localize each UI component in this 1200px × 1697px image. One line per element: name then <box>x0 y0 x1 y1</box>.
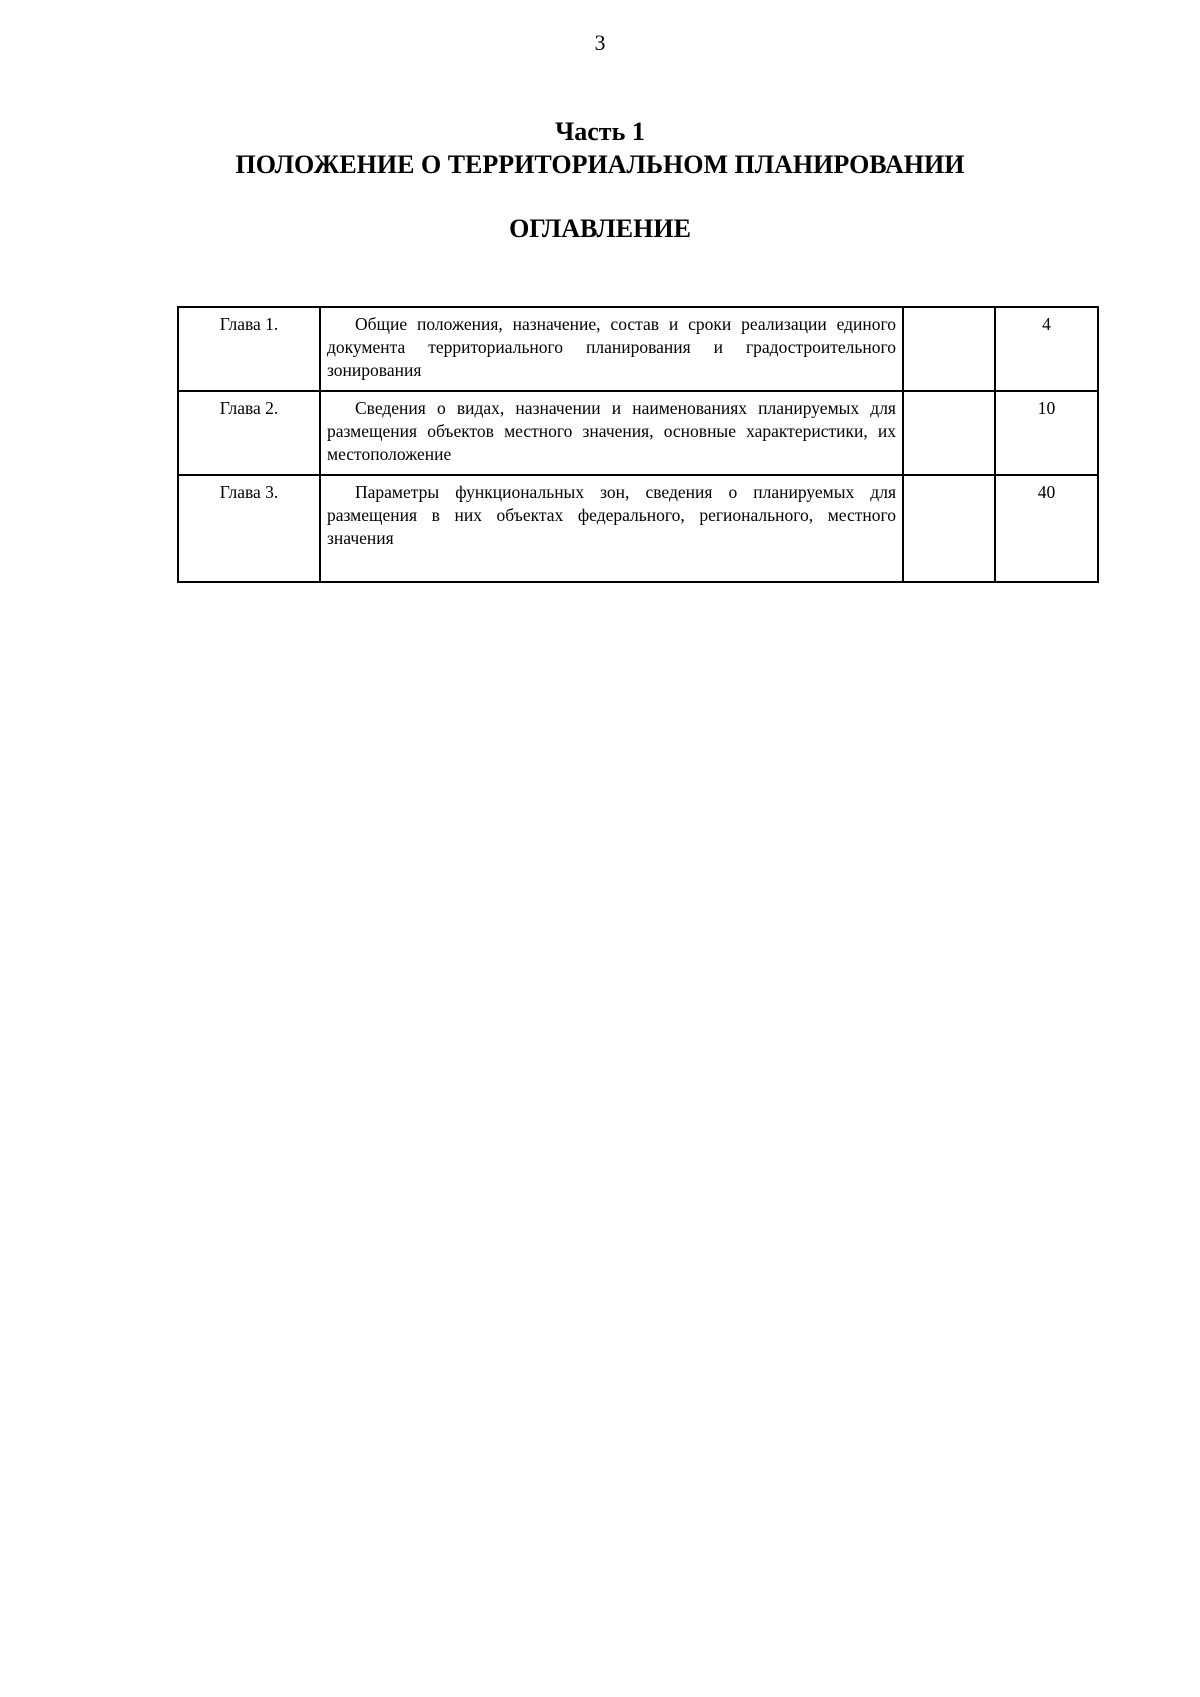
toc-chapter-title: Параметры функциональных зон, сведения о планируемых для размещения в них объектах федерального, регионального, местного значения <box>320 475 903 582</box>
toc-chapter-title: Сведения о видах, назначении и наименованиях планируемых для размещения объектов местного значения, основные характеристики, их местоположение <box>320 391 903 475</box>
toc-page-number: 4 <box>995 307 1098 391</box>
section-title: ПОЛОЖЕНИЕ О ТЕРРИТОРИАЛЬНОМ ПЛАНИРОВАНИИ <box>235 150 965 179</box>
page-number: 3 <box>594 30 606 55</box>
toc-chapter-label: Глава 1. <box>178 307 320 391</box>
toc-empty-cell <box>903 391 995 475</box>
toc-chapter-label: Глава 3. <box>178 475 320 582</box>
toc-empty-cell <box>903 307 995 391</box>
toc-page-number: 10 <box>995 391 1098 475</box>
toc-row[interactable] <box>178 391 1098 475</box>
toc-chapter-label: Глава 2. <box>178 391 320 475</box>
toc-row[interactable] <box>178 475 1098 582</box>
part-title: Часть 1 <box>555 117 645 146</box>
toc-chapter-title: Общие положения, назначение, состав и сроки реализации единого документа территориального планирования и градостроительного зонирования <box>320 307 903 391</box>
toc-page-number: 40 <box>995 475 1098 582</box>
table-of-contents <box>177 306 1099 583</box>
toc-heading: ОГЛАВЛЕНИЕ <box>509 214 691 243</box>
toc-empty-cell <box>903 475 995 582</box>
toc-row[interactable] <box>178 307 1098 391</box>
